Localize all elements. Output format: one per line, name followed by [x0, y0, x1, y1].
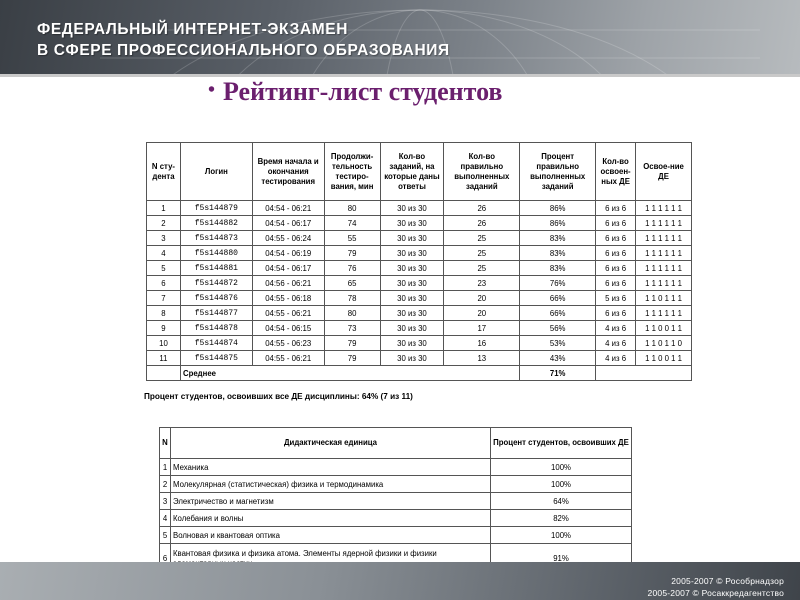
cell-answered: 30 из 30	[380, 261, 444, 276]
cell-mastery: 1 1 0 1 1 1	[636, 291, 692, 306]
cell-correct: 25	[444, 231, 520, 246]
cell-login: f5s144877	[180, 306, 252, 321]
cell-duration: 74	[324, 216, 380, 231]
cell-duration: 78	[324, 291, 380, 306]
cell-percent: 43%	[520, 351, 596, 366]
rating-table	[146, 142, 692, 381]
table-row	[147, 231, 692, 246]
table-row	[160, 476, 632, 493]
cell-unit-name: Молекулярная (статистическая) физика и термодинамика	[171, 476, 491, 493]
table-row	[147, 336, 692, 351]
table-row	[160, 459, 632, 476]
cell-mastery: 1 1 1 1 1 1	[636, 216, 692, 231]
cell-unit-percent: 64%	[491, 493, 632, 510]
col-correct: Кол-во правильно выполненных заданий	[444, 143, 520, 201]
cell-number: 10	[147, 336, 181, 351]
cell-mastered-count: 4 из 6	[596, 351, 636, 366]
cell-unit-name: Электричество и магнетизм	[171, 493, 491, 510]
cell-percent: 83%	[520, 246, 596, 261]
col-mastery: Освое-ние ДЕ	[636, 143, 692, 201]
cell-time: 04:55 - 06:21	[252, 351, 324, 366]
cell-unit-number: 2	[160, 476, 171, 493]
col-duration: Продолжи-тельность тестиро-вания, мин	[324, 143, 380, 201]
cell-time: 04:55 - 06:23	[252, 336, 324, 351]
cell-mastery: 1 1 1 1 1 1	[636, 201, 692, 216]
average-value: 71%	[520, 366, 596, 381]
cell-mastery: 1 1 1 1 1 1	[636, 261, 692, 276]
cell-correct: 20	[444, 306, 520, 321]
cell-mastered-count: 5 из 6	[596, 291, 636, 306]
average-blank-cell	[596, 366, 692, 381]
cell-number: 3	[147, 231, 181, 246]
cell-correct: 23	[444, 276, 520, 291]
cell-unit-percent: 91%	[491, 544, 632, 574]
cell-percent: 83%	[520, 231, 596, 246]
table-row	[147, 246, 692, 261]
table-row	[147, 261, 692, 276]
cell-unit-name: Механика	[171, 459, 491, 476]
cell-time: 04:55 - 06:24	[252, 231, 324, 246]
cell-correct: 25	[444, 261, 520, 276]
cell-login: f5s144876	[180, 291, 252, 306]
cell-duration: 79	[324, 336, 380, 351]
cell-mastered-count: 6 из 6	[596, 201, 636, 216]
col-answered: Кол-во заданий, на которые даны ответы	[380, 143, 444, 201]
cell-mastered-count: 4 из 6	[596, 321, 636, 336]
average-row	[147, 366, 692, 381]
cell-time: 04:54 - 06:17	[252, 261, 324, 276]
cell-login: f5s144882	[180, 216, 252, 231]
cell-answered: 30 из 30	[380, 231, 444, 246]
cell-percent: 76%	[520, 276, 596, 291]
cell-percent: 86%	[520, 201, 596, 216]
table-row	[160, 510, 632, 527]
cell-correct: 16	[444, 336, 520, 351]
cell-mastered-count: 4 из 6	[596, 336, 636, 351]
cell-number: 4	[147, 246, 181, 261]
col-percent: Процент правильно выполненных заданий	[520, 143, 596, 201]
cell-time: 04:54 - 06:15	[252, 321, 324, 336]
cell-time: 04:55 - 06:18	[252, 291, 324, 306]
col-unit-percent: Процент студентов, освоивших ДЕ	[491, 428, 632, 459]
col-unit-number: N	[160, 428, 171, 459]
cell-answered: 30 из 30	[380, 306, 444, 321]
cell-percent: 83%	[520, 261, 596, 276]
mastery-summary: Процент студентов, освоивших все ДЕ дисциплины: 64% (7 из 11)	[144, 392, 413, 401]
cell-time: 04:56 - 06:21	[252, 276, 324, 291]
units-header-row	[160, 428, 632, 459]
cell-mastery: 1 1 1 1 1 1	[636, 306, 692, 321]
cell-login: f5s144872	[180, 276, 252, 291]
header-title-line2: В СФЕРЕ ПРОФЕССИОНАЛЬНОГО ОБРАЗОВАНИЯ	[37, 42, 450, 59]
average-label: Среднее	[180, 366, 519, 381]
cell-unit-number: 6	[160, 544, 171, 574]
cell-time: 04:54 - 06:17	[252, 216, 324, 231]
cell-unit-name: Волновая и квантовая оптика	[171, 527, 491, 544]
cell-mastered-count: 6 из 6	[596, 306, 636, 321]
cell-correct: 20	[444, 291, 520, 306]
cell-correct: 17	[444, 321, 520, 336]
col-unit-name: Дидактическая единица	[171, 428, 491, 459]
cell-login: f5s144873	[180, 231, 252, 246]
cell-duration: 79	[324, 246, 380, 261]
cell-mastery: 1 1 1 1 1 1	[636, 276, 692, 291]
cell-correct: 13	[444, 351, 520, 366]
page-title-text: Рейтинг-лист студентов	[223, 77, 503, 106]
cell-mastered-count: 6 из 6	[596, 276, 636, 291]
cell-duration: 80	[324, 306, 380, 321]
cell-unit-number: 4	[160, 510, 171, 527]
cell-time: 04:55 - 06:21	[252, 306, 324, 321]
cell-unit-percent: 100%	[491, 476, 632, 493]
col-time: Время начала и окончания тестирования	[252, 143, 324, 201]
cell-duration: 76	[324, 261, 380, 276]
cell-unit-name: Колебания и волны	[171, 510, 491, 527]
table-row	[160, 527, 632, 544]
table-row	[147, 291, 692, 306]
cell-answered: 30 из 30	[380, 351, 444, 366]
cell-login: f5s144879	[180, 201, 252, 216]
table-row	[147, 201, 692, 216]
didactic-units-table	[159, 427, 632, 574]
cell-answered: 30 из 30	[380, 336, 444, 351]
cell-answered: 30 из 30	[380, 291, 444, 306]
cell-mastered-count: 6 из 6	[596, 246, 636, 261]
cell-answered: 30 из 30	[380, 321, 444, 336]
cell-number: 11	[147, 351, 181, 366]
cell-duration: 65	[324, 276, 380, 291]
page-title	[208, 77, 502, 107]
footer-copyright-1: 2005-2007 © Рособрнадзор	[671, 576, 784, 586]
header-title-line1: ФЕДЕРАЛЬНЫЙ ИНТЕРНЕТ-ЭКЗАМЕН	[37, 21, 348, 38]
cell-mastered-count: 6 из 6	[596, 231, 636, 246]
cell-duration: 79	[324, 351, 380, 366]
cell-unit-percent: 100%	[491, 459, 632, 476]
cell-login: f5s144881	[180, 261, 252, 276]
cell-unit-percent: 82%	[491, 510, 632, 527]
cell-mastery: 1 1 1 1 1 1	[636, 246, 692, 261]
cell-correct: 26	[444, 201, 520, 216]
cell-login: f5s144878	[180, 321, 252, 336]
footer-copyright-2: 2005-2007 © Росаккредагентство	[647, 588, 784, 598]
col-mastered-count: Кол-во освоен-ных ДЕ	[596, 143, 636, 201]
header-banner	[0, 0, 800, 74]
table-row	[147, 306, 692, 321]
col-login: Логин	[180, 143, 252, 201]
cell-time: 04:54 - 06:19	[252, 246, 324, 261]
footer-banner	[0, 562, 800, 600]
rating-header-row	[147, 143, 692, 201]
cell-mastered-count: 6 из 6	[596, 216, 636, 231]
cell-number: 2	[147, 216, 181, 231]
cell-mastery: 1 1 0 0 1 1	[636, 321, 692, 336]
cell-percent: 53%	[520, 336, 596, 351]
table-row	[147, 351, 692, 366]
cell-percent: 86%	[520, 216, 596, 231]
table-row	[160, 493, 632, 510]
cell-number: 8	[147, 306, 181, 321]
cell-percent: 66%	[520, 306, 596, 321]
col-student-number: N сту-дента	[147, 143, 181, 201]
cell-percent: 56%	[520, 321, 596, 336]
cell-login: f5s144875	[180, 351, 252, 366]
cell-answered: 30 из 30	[380, 276, 444, 291]
cell-number: 7	[147, 291, 181, 306]
cell-number: 5	[147, 261, 181, 276]
cell-unit-number: 5	[160, 527, 171, 544]
cell-number: 9	[147, 321, 181, 336]
cell-answered: 30 из 30	[380, 246, 444, 261]
cell-number: 6	[147, 276, 181, 291]
cell-correct: 26	[444, 216, 520, 231]
cell-mastered-count: 6 из 6	[596, 261, 636, 276]
table-row	[147, 321, 692, 336]
cell-unit-name: Квантовая физика и физика атома. Элементы ядерной физики и физики	[171, 544, 491, 574]
cell-login: f5s144874	[180, 336, 252, 351]
header-title	[37, 19, 450, 61]
table-row	[147, 276, 692, 291]
cell-percent: 66%	[520, 291, 596, 306]
cell-number: 1	[147, 201, 181, 216]
cell-mastery: 1 1 0 0 1 1	[636, 351, 692, 366]
cell-mastery: 1 1 1 1 1 1	[636, 231, 692, 246]
bullet-icon: •	[208, 79, 216, 101]
cell-duration: 73	[324, 321, 380, 336]
table-row	[147, 216, 692, 231]
cell-login: f5s144880	[180, 246, 252, 261]
cell-time: 04:54 - 06:21	[252, 201, 324, 216]
cell-answered: 30 из 30	[380, 201, 444, 216]
cell-unit-number: 1	[160, 459, 171, 476]
cell-correct: 25	[444, 246, 520, 261]
cell-duration: 80	[324, 201, 380, 216]
cell-duration: 55	[324, 231, 380, 246]
cell-unit-percent: 100%	[491, 527, 632, 544]
cell-unit-number: 3	[160, 493, 171, 510]
average-blank-cell	[147, 366, 181, 381]
cell-mastery: 1 1 0 1 1 0	[636, 336, 692, 351]
cell-answered: 30 из 30	[380, 216, 444, 231]
